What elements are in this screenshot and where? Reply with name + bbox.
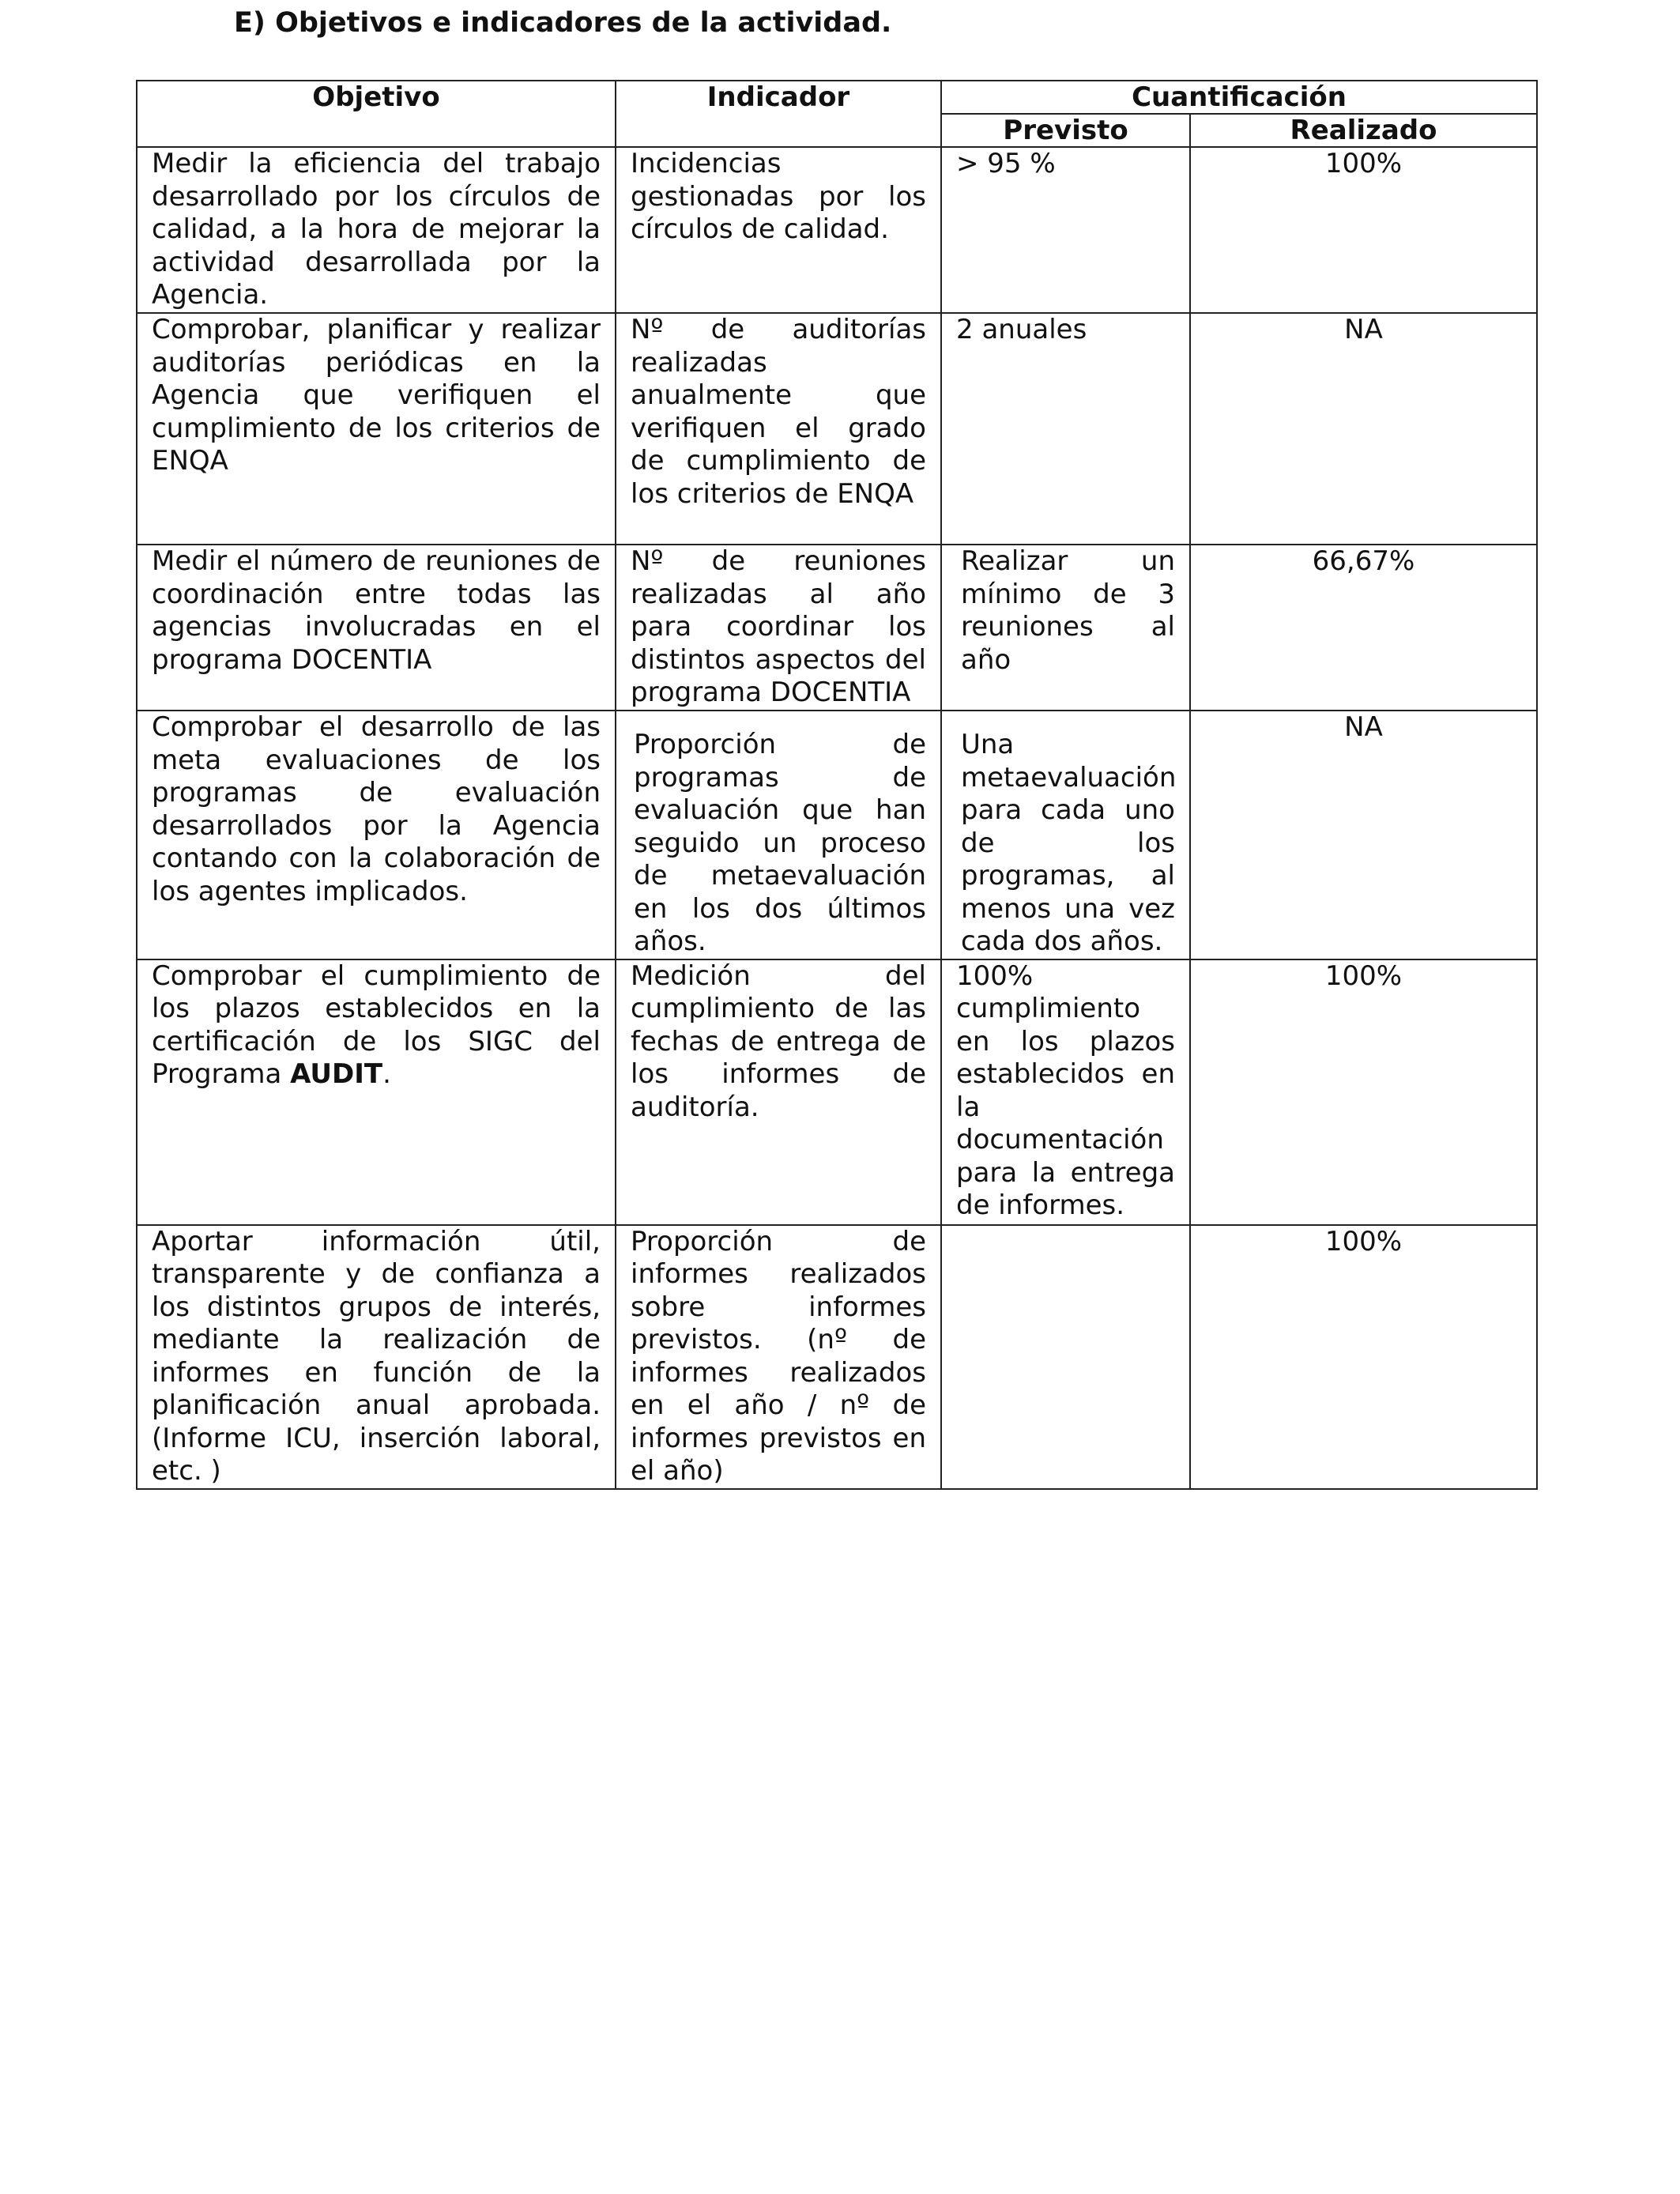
header-row: [137, 81, 1537, 114]
objectives-table: [136, 80, 1538, 1490]
objetivo-text-end: .: [382, 1058, 391, 1090]
objetivo-text: Comprobar el cumplimiento de los plazos establecidos en la certificación de los SIGC del Programa: [152, 959, 601, 1090]
cell-objetivo: Comprobar el desarrollo de las meta evaluaciones de los programas de evaluación desarrollados por la Agencia contando con la colaboración de los agentes implicados.: [137, 711, 616, 959]
cell-objetivo: [137, 959, 616, 1225]
header-objetivo: Objetivo: [137, 81, 616, 147]
cell-previsto: [941, 1225, 1190, 1489]
cell-previsto: Una metaevaluación para cada uno de los programas, al menos una vez cada dos años.: [941, 711, 1190, 959]
cell-previsto: Realizar un mínimo de 3 reuniones al año: [941, 545, 1190, 711]
page-title: E) Objetivos e indicadores de la actividad.: [234, 7, 892, 39]
cell-indicador: Incidencias gestionadas por los círculos de calidad.: [616, 147, 941, 313]
cell-indicador: Nº de auditorías realizadas anualmente que verifiquen el grado de cumplimiento de los criterios de ENQA: [616, 313, 941, 545]
table-row: [137, 545, 1537, 711]
table-row: [137, 1225, 1537, 1489]
cell-indicador: Nº de reuniones realizadas al año para coordinar los distintos aspectos del programa DOCENTIA: [616, 545, 941, 711]
cell-previsto: > 95 %: [941, 147, 1190, 313]
table-row: [137, 313, 1537, 545]
cell-realizado: NA: [1190, 711, 1537, 959]
cell-indicador: Proporción de informes realizados sobre informes previstos. (nº de informes realizados en el año / nº de informes previstos en el año): [616, 1225, 941, 1489]
cell-objetivo: Aportar información útil, transparente y de confianza a los distintos grupos de interés, mediante la realización de informes en función de la planificación anual aprobada. (Informe ICU, inserción laboral, etc. ): [137, 1225, 616, 1489]
cell-objetivo: Comprobar, planificar y realizar auditorías periódicas en la Agencia que verifiquen el cumplimiento de los criterios de ENQA: [137, 313, 616, 545]
cell-realizado: 100%: [1190, 147, 1537, 313]
audit-program-name: AUDIT: [290, 1058, 383, 1090]
header-cuantificacion: Cuantificación: [941, 81, 1537, 114]
cell-realizado: 66,67%: [1190, 545, 1537, 711]
cell-realizado: 100%: [1190, 959, 1537, 1225]
cell-indicador: Medición del cumplimiento de las fechas de entrega de los informes de auditoría.: [616, 959, 941, 1225]
table-row: [137, 147, 1537, 313]
cell-indicador: Proporción de programas de evaluación que han seguido un proceso de metaevaluación en los dos últimos años.: [616, 711, 941, 959]
cell-objetivo: Medir la eficiencia del trabajo desarrollado por los círculos de calidad, a la hora de mejorar la actividad desarrollada por la Agencia.: [137, 147, 616, 313]
cell-realizado: NA: [1190, 313, 1537, 545]
cell-objetivo: Medir el número de reuniones de coordinación entre todas las agencias involucradas en el programa DOCENTIA: [137, 545, 616, 711]
cell-realizado: 100%: [1190, 1225, 1537, 1489]
header-previsto: Previsto: [941, 114, 1190, 147]
table-row: [137, 711, 1537, 959]
header-realizado: Realizado: [1190, 114, 1537, 147]
header-indicador: Indicador: [616, 81, 941, 147]
cell-previsto: 2 anuales: [941, 313, 1190, 545]
cell-previsto: 100% cumplimiento en los plazos establecidos en la documentación para la entrega de informes.: [941, 959, 1190, 1225]
table-row: [137, 959, 1537, 1225]
